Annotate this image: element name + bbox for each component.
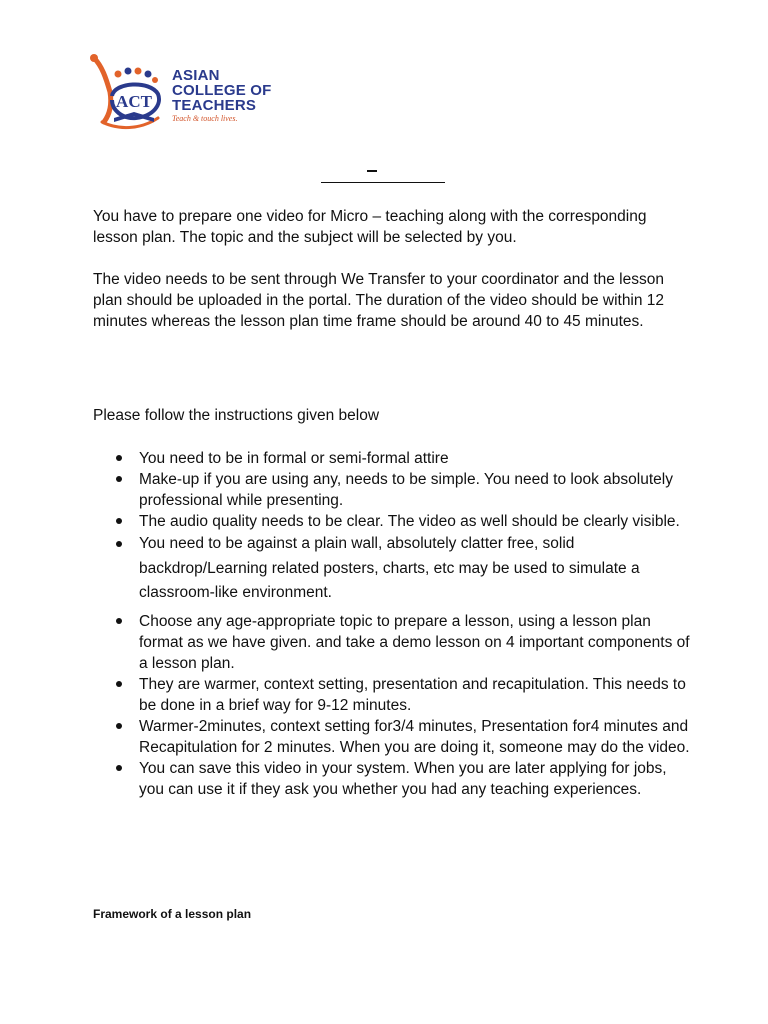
intro-paragraph: You have to prepare one video for Micro – teaching along with the corresponding lesson plan. The topic and the subject will be selected by you. <box>93 208 647 246</box>
list-item: Warmer-2minutes, context setting for3/4 minutes, Presentation for4 minutes and Recapitulation for 2 minutes. When you are doing it, someone may do the video. <box>93 716 693 758</box>
logo-line-1: ASIAN <box>172 67 220 84</box>
framework-heading: Framework of a lesson plan <box>93 907 252 921</box>
instructions-intro: Please follow the instructions given below <box>93 407 380 424</box>
list-item: Choose any age-appropriate topic to prepare a lesson, using a lesson plan format as we have given. and take a demo lesson on 4 important components of a lesson plan. <box>93 611 693 674</box>
college-logo <box>88 52 278 132</box>
emblem-text: ACT <box>116 92 152 111</box>
title-underline <box>321 182 445 183</box>
logo-line-2: COLLEGE OF <box>172 82 272 99</box>
logo-text-block <box>172 68 272 123</box>
list-item: They are warmer, context setting, presentation and recapitulation. This needs to be done in a brief way for 9-12 minutes. <box>93 674 693 716</box>
list-item: The audio quality needs to be clear. The video as well should be clearly visible. <box>93 511 693 532</box>
instruction-list <box>93 448 693 800</box>
list-item: Make-up if you are using any, needs to be simple. You need to look absolutely professional while presenting. <box>93 469 693 511</box>
logo-tagline: Teach & touch lives. <box>172 114 238 123</box>
delivery-paragraph: The video needs to be sent through We Transfer to your coordinator and the lesson plan should be uploaded in the portal. The duration of the video should be within 12 minutes whereas the lesson plan time frame should be around 40 to 45 minutes. <box>93 271 665 330</box>
list-item: You can save this video in your system. When you are later applying for jobs, you can use it if they ask you whether you had any teaching experiences. <box>93 758 693 800</box>
title-dash <box>367 170 377 172</box>
list-item: You need to be in formal or semi-formal attire <box>93 448 693 469</box>
act-emblem-icon <box>88 52 172 132</box>
logo-line-3: TEACHERS <box>172 97 257 114</box>
list-item: You need to be against a plain wall, absolutely clatter free, solid backdrop/Learning related posters, charts, etc may be used to simulate a classroom-like environment. <box>93 532 693 606</box>
